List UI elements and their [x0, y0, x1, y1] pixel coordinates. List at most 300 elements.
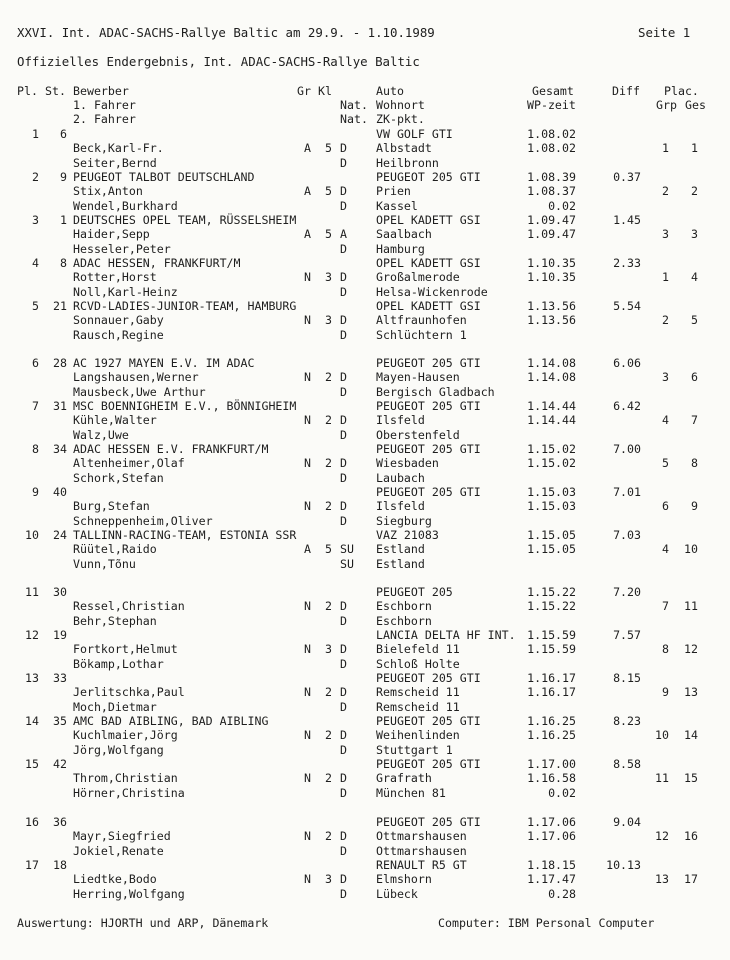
- document-subtitle: Offizielles Endergebnis, Int. ADAC-SACHS-Rallye Baltic: [17, 54, 420, 69]
- footer-evaluation: Auswertung: HJORTH und ARP, Dänemark: [17, 916, 269, 930]
- driver2-nationality: SU: [340, 556, 354, 571]
- car-model: PEUGEOT 205 GTI: [376, 714, 481, 728]
- stage-time: 1.14.44: [527, 413, 576, 428]
- car-model: VW GOLF GTI: [376, 127, 453, 141]
- group-placing: 11: [655, 771, 669, 786]
- result-row-entrant: [0, 485, 730, 499]
- driver2-name: Jörg,Wolfgang: [73, 742, 164, 757]
- total-time: 1.15.59: [527, 628, 576, 642]
- start-number: 1: [60, 213, 67, 227]
- driver2-nationality: D: [340, 699, 347, 714]
- time-difference: 6.06: [613, 356, 641, 370]
- driver1-nationality: D: [340, 141, 347, 156]
- result-row-driver2: [0, 700, 730, 714]
- overall-placing: 13: [684, 685, 698, 700]
- class: 2: [325, 771, 332, 786]
- class: 3: [325, 313, 332, 328]
- time-difference: 2.33: [613, 256, 641, 270]
- total-time: 1.14.44: [527, 399, 576, 413]
- class: 2: [325, 456, 332, 471]
- entrant-name: PEUGEOT TALBOT DEUTSCHLAND: [73, 170, 255, 184]
- class: 5: [325, 184, 332, 199]
- group: A: [304, 542, 311, 557]
- car-model: OPEL KADETT GSI: [376, 213, 481, 227]
- group-placing: 4: [662, 413, 669, 428]
- group-placing: 10: [655, 728, 669, 743]
- result-row-driver2: [0, 614, 730, 628]
- driver2-nationality: D: [340, 198, 347, 213]
- entrant-name: TALLINN-RACING-TEAM, ESTONIA SSR: [73, 528, 297, 542]
- group-placing: 13: [655, 872, 669, 887]
- stage-time: 1.08.02: [527, 141, 576, 156]
- result-row-driver1: [0, 872, 730, 886]
- group: N: [304, 685, 311, 700]
- car-model: PEUGEOT 205 GTI: [376, 170, 481, 184]
- class: 2: [325, 499, 332, 514]
- driver2-nationality: D: [340, 427, 347, 442]
- group: N: [304, 456, 311, 471]
- driver1-nationality: D: [340, 184, 347, 199]
- overall-placing: 1: [691, 141, 698, 156]
- overall-placing: 7: [691, 413, 698, 428]
- start-number: 34: [53, 442, 67, 456]
- group-placing: 3: [662, 227, 669, 242]
- entrant-name: ADAC HESSEN, FRANKFURT/M: [73, 256, 241, 270]
- result-row-entrant: [0, 757, 730, 771]
- driver2-hometown: Bergisch Gladbach: [376, 384, 495, 399]
- group: N: [304, 413, 311, 428]
- overall-placing: 9: [691, 499, 698, 514]
- driver2-nationality: D: [340, 785, 347, 800]
- stage-time: 1.10.35: [527, 270, 576, 285]
- stage-time: 1.17.47: [527, 872, 576, 887]
- driver2-name: Vunn,Tõnu: [73, 556, 136, 571]
- driver2-hometown: Lübeck: [376, 886, 418, 901]
- total-time: 1.15.03: [527, 485, 576, 499]
- col-gr: Gr: [297, 84, 311, 98]
- class: 5: [325, 227, 332, 242]
- class: 2: [325, 370, 332, 385]
- driver2-nationality: D: [340, 155, 347, 170]
- result-row-driver2: [0, 514, 730, 528]
- class: 2: [325, 413, 332, 428]
- column-header-row-1: [0, 84, 730, 98]
- group: N: [304, 313, 311, 328]
- result-row-driver2: [0, 471, 730, 485]
- total-time: 1.10.35: [527, 256, 576, 270]
- result-row-entrant: [0, 170, 730, 184]
- driver2-nationality: D: [340, 513, 347, 528]
- driver1-nationality: D: [340, 829, 347, 844]
- driver1-name: Ressel,Christian: [73, 599, 185, 614]
- time-difference: 5.54: [613, 299, 641, 313]
- driver1-hometown: Weihenlinden: [376, 728, 460, 743]
- document-header: [0, 26, 730, 40]
- result-row-entrant: [0, 714, 730, 728]
- overall-placing: 6: [691, 370, 698, 385]
- col-grp: Grp: [656, 98, 677, 112]
- driver1-name: Burg,Stefan: [73, 499, 150, 514]
- overall-placing: 4: [691, 270, 698, 285]
- result-row-driver2: [0, 328, 730, 342]
- place-number: 2: [32, 170, 39, 184]
- col-kl: Kl: [318, 84, 332, 98]
- result-row-driver2: [0, 844, 730, 858]
- overall-placing: 14: [684, 728, 698, 743]
- driver2-hometown: Eschborn: [376, 613, 432, 628]
- result-row-driver1: [0, 141, 730, 155]
- stage-time: 1.14.08: [527, 370, 576, 385]
- group: N: [304, 872, 311, 887]
- driver1-nationality: D: [340, 599, 347, 614]
- class: 5: [325, 542, 332, 557]
- time-control-penalty: 0.28: [548, 886, 576, 901]
- result-row-driver1: [0, 184, 730, 198]
- driver2-name: Schneppenheim,Oliver: [73, 513, 213, 528]
- driver2-hometown: Remscheid 11: [376, 699, 460, 714]
- place-number: 17: [25, 858, 39, 872]
- group-placing: 2: [662, 313, 669, 328]
- driver2-hometown: Kassel: [376, 198, 418, 213]
- driver1-hometown: Ilsfeld: [376, 413, 425, 428]
- start-number: 9: [60, 170, 67, 184]
- start-number: 30: [53, 585, 67, 599]
- col-diff: Diff: [612, 84, 640, 98]
- page-number: Seite 1: [638, 25, 691, 40]
- result-row-driver2: [0, 657, 730, 671]
- total-time: 1.09.47: [527, 213, 576, 227]
- car-model: PEUGEOT 205 GTI: [376, 356, 481, 370]
- stage-time: 1.15.05: [527, 542, 576, 557]
- stage-time: 1.15.22: [527, 599, 576, 614]
- result-row-entrant: [0, 815, 730, 829]
- group: N: [304, 270, 311, 285]
- col-fahrer2: 2. Fahrer: [73, 112, 136, 126]
- col-wpzeit: WP-zeit: [527, 98, 576, 112]
- driver1-hometown: Remscheid 11: [376, 685, 460, 700]
- start-number: 21: [53, 299, 67, 313]
- group-placing: 12: [655, 829, 669, 844]
- stage-time: 1.16.17: [527, 685, 576, 700]
- start-number: 36: [53, 815, 67, 829]
- group-placing: 6: [662, 499, 669, 514]
- col-bewerber: Bewerber: [73, 84, 129, 98]
- result-row-entrant: [0, 442, 730, 456]
- driver1-hometown: Saalbach: [376, 227, 432, 242]
- result-row-entrant: [0, 256, 730, 270]
- result-row-driver2: [0, 557, 730, 571]
- car-model: LANCIA DELTA HF INT.: [376, 628, 516, 642]
- driver2-hometown: München 81: [376, 785, 446, 800]
- stage-time: 1.16.25: [527, 728, 576, 743]
- total-time: 1.17.06: [527, 815, 576, 829]
- driver2-hometown: Schlüchtern 1: [376, 327, 467, 342]
- car-model: PEUGEOT 205 GTI: [376, 671, 481, 685]
- entrant-name: DEUTSCHES OPEL TEAM, RÜSSELSHEIM: [73, 213, 297, 227]
- entrant-name: AC 1927 MAYEN E.V. IM ADAC: [73, 356, 255, 370]
- driver2-hometown: Stuttgart 1: [376, 742, 453, 757]
- driver1-nationality: D: [340, 456, 347, 471]
- start-number: 18: [53, 858, 67, 872]
- driver1-nationality: D: [340, 685, 347, 700]
- start-number: 24: [53, 528, 67, 542]
- result-row-driver2: [0, 242, 730, 256]
- driver2-name: Schork,Stefan: [73, 470, 164, 485]
- stage-time: 1.15.59: [527, 642, 576, 657]
- result-row-driver1: [0, 227, 730, 241]
- document-footer: [0, 916, 730, 930]
- car-model: PEUGEOT 205 GTI: [376, 757, 481, 771]
- driver2-hometown: Laubach: [376, 470, 425, 485]
- result-row-entrant: [0, 585, 730, 599]
- group: N: [304, 642, 311, 657]
- group: N: [304, 499, 311, 514]
- driver1-name: Haider,Sepp: [73, 227, 150, 242]
- col-nat: Nat.: [340, 98, 368, 112]
- class: 3: [325, 270, 332, 285]
- driver1-nationality: D: [340, 370, 347, 385]
- result-row-driver1: [0, 313, 730, 327]
- result-row-driver2: [0, 385, 730, 399]
- result-row-driver2: [0, 199, 730, 213]
- driver1-name: Kühle,Walter: [73, 413, 157, 428]
- group-placing: 9: [662, 685, 669, 700]
- place-number: 12: [25, 628, 39, 642]
- driver2-nationality: D: [340, 843, 347, 858]
- place-number: 5: [32, 299, 39, 313]
- driver2-nationality: D: [340, 656, 347, 671]
- group-placing: 2: [662, 184, 669, 199]
- group: A: [304, 227, 311, 242]
- driver2-name: Jokiel,Renate: [73, 843, 164, 858]
- car-model: PEUGEOT 205 GTI: [376, 399, 481, 413]
- group-placing: 5: [662, 456, 669, 471]
- driver1-name: Jerlitschka,Paul: [73, 685, 185, 700]
- driver1-hometown: Ottmarshausen: [376, 829, 467, 844]
- driver1-name: Mayr,Siegfried: [73, 829, 171, 844]
- entrant-name: ADAC HESSEN E.V. FRANKFURT/M: [73, 442, 269, 456]
- result-row-driver2: [0, 156, 730, 170]
- class: 3: [325, 642, 332, 657]
- driver1-name: Fortkort,Helmut: [73, 642, 178, 657]
- group-placing: 8: [662, 642, 669, 657]
- total-time: 1.18.15: [527, 858, 576, 872]
- col-st: St.: [45, 84, 66, 98]
- group-placing: 4: [662, 542, 669, 557]
- driver1-hometown: Ilsfeld: [376, 499, 425, 514]
- driver2-name: Hesseler,Peter: [73, 241, 171, 256]
- result-row-driver1: [0, 829, 730, 843]
- start-number: 40: [53, 485, 67, 499]
- place-number: 16: [25, 815, 39, 829]
- result-row-driver1: [0, 685, 730, 699]
- col-fahrer1: 1. Fahrer: [73, 98, 136, 112]
- driver2-hometown: Estland: [376, 556, 425, 571]
- result-row-driver2: [0, 428, 730, 442]
- class: 2: [325, 685, 332, 700]
- time-difference: 9.04: [613, 815, 641, 829]
- car-model: PEUGEOT 205 GTI: [376, 815, 481, 829]
- driver2-name: Bökamp,Lothar: [73, 656, 164, 671]
- time-difference: 10.13: [606, 858, 641, 872]
- col-wohnort: Wohnort: [376, 98, 425, 112]
- time-difference: 7.57: [613, 628, 641, 642]
- overall-placing: 12: [684, 642, 698, 657]
- result-row-driver1: [0, 771, 730, 785]
- result-row-entrant: [0, 356, 730, 370]
- time-difference: 7.20: [613, 585, 641, 599]
- driver1-name: Kuchlmaier,Jörg: [73, 728, 178, 743]
- result-row-driver1: [0, 270, 730, 284]
- result-row-driver2: [0, 285, 730, 299]
- document-subtitle-line: [0, 55, 730, 69]
- col-zkpkt: ZK-pkt.: [376, 112, 425, 126]
- driver1-hometown: Albstadt: [376, 141, 432, 156]
- result-row-entrant: [0, 399, 730, 413]
- entrant-name: MSC BOENNIGHEIM E.V., BÖNNIGHEIM: [73, 399, 297, 413]
- total-time: 1.15.22: [527, 585, 576, 599]
- driver2-name: Seiter,Bernd: [73, 155, 157, 170]
- group: A: [304, 184, 311, 199]
- start-number: 19: [53, 628, 67, 642]
- driver1-nationality: D: [340, 642, 347, 657]
- result-row-entrant: [0, 528, 730, 542]
- class: 3: [325, 872, 332, 887]
- footer-computer: Computer: IBM Personal Computer: [438, 916, 655, 930]
- driver1-name: Langshausen,Werner: [73, 370, 199, 385]
- group-placing: 1: [662, 270, 669, 285]
- time-difference: 0.37: [613, 170, 641, 184]
- driver2-hometown: Schloß Holte: [376, 656, 460, 671]
- start-number: 28: [53, 356, 67, 370]
- start-number: 31: [53, 399, 67, 413]
- driver2-nationality: D: [340, 613, 347, 628]
- driver1-hometown: Altfraunhofen: [376, 313, 467, 328]
- driver1-nationality: SU: [340, 542, 354, 557]
- driver1-nationality: D: [340, 728, 347, 743]
- driver2-nationality: D: [340, 384, 347, 399]
- driver1-hometown: Estland: [376, 542, 425, 557]
- overall-placing: 11: [684, 599, 698, 614]
- time-difference: 8.23: [613, 714, 641, 728]
- driver1-name: Rüütel,Raido: [73, 542, 157, 557]
- driver1-name: Beck,Karl-Fr.: [73, 141, 164, 156]
- time-difference: 7.03: [613, 528, 641, 542]
- place-number: 1: [32, 127, 39, 141]
- result-row-entrant: [0, 858, 730, 872]
- driver2-nationality: D: [340, 284, 347, 299]
- overall-placing: 15: [684, 771, 698, 786]
- stage-time: 1.08.37: [527, 184, 576, 199]
- time-control-penalty: 0.02: [548, 198, 576, 213]
- driver1-nationality: D: [340, 872, 347, 887]
- driver1-hometown: Eschborn: [376, 599, 432, 614]
- driver2-nationality: D: [340, 886, 347, 901]
- driver1-hometown: Elmshorn: [376, 872, 432, 887]
- total-time: 1.15.05: [527, 528, 576, 542]
- result-row-driver1: [0, 728, 730, 742]
- result-row-driver2: [0, 786, 730, 800]
- place-number: 14: [25, 714, 39, 728]
- start-number: 33: [53, 671, 67, 685]
- driver2-name: Herring,Wolfgang: [73, 886, 185, 901]
- group: N: [304, 829, 311, 844]
- document-title: XXVI. Int. ADAC-SACHS-Rallye Baltic am 29.9. - 1.10.1989: [17, 25, 435, 40]
- total-time: 1.14.08: [527, 356, 576, 370]
- car-model: OPEL KADETT GSI: [376, 256, 481, 270]
- driver2-name: Hörner,Christina: [73, 785, 185, 800]
- driver1-hometown: Großalmerode: [376, 270, 460, 285]
- start-number: 6: [60, 127, 67, 141]
- overall-placing: 16: [684, 829, 698, 844]
- driver1-name: Rotter,Horst: [73, 270, 157, 285]
- stage-time: 1.17.06: [527, 829, 576, 844]
- driver2-nationality: D: [340, 327, 347, 342]
- result-row-driver2: [0, 743, 730, 757]
- driver1-name: Sonnauer,Gaby: [73, 313, 164, 328]
- place-number: 3: [32, 213, 39, 227]
- result-row-entrant: [0, 671, 730, 685]
- group-placing: 7: [662, 599, 669, 614]
- driver2-hometown: Oberstenfeld: [376, 427, 460, 442]
- place-number: 10: [25, 528, 39, 542]
- place-number: 4: [32, 256, 39, 270]
- group: N: [304, 599, 311, 614]
- result-row-driver1: [0, 456, 730, 470]
- driver1-hometown: Prien: [376, 184, 411, 199]
- stage-time: 1.09.47: [527, 227, 576, 242]
- result-row-entrant: [0, 628, 730, 642]
- car-model: VAZ 21083: [376, 528, 439, 542]
- stage-time: 1.16.58: [527, 771, 576, 786]
- col-pl: Pl.: [17, 84, 38, 98]
- result-row-entrant: [0, 213, 730, 227]
- overall-placing: 10: [684, 542, 698, 557]
- time-control-penalty: 0.02: [548, 785, 576, 800]
- group-placing: 1: [662, 141, 669, 156]
- col-plac: Plac.: [664, 84, 699, 98]
- result-row-driver1: [0, 599, 730, 613]
- overall-placing: 8: [691, 456, 698, 471]
- place-number: 8: [32, 442, 39, 456]
- result-row-entrant: [0, 299, 730, 313]
- driver2-name: Moch,Dietmar: [73, 699, 157, 714]
- overall-placing: 5: [691, 313, 698, 328]
- driver1-hometown: Mayen-Hausen: [376, 370, 460, 385]
- driver2-hometown: Ottmarshausen: [376, 843, 467, 858]
- result-row-driver1: [0, 413, 730, 427]
- driver1-nationality: D: [340, 499, 347, 514]
- group: A: [304, 141, 311, 156]
- col-ges: Ges: [685, 98, 706, 112]
- result-row-entrant: [0, 127, 730, 141]
- driver2-nationality: D: [340, 742, 347, 757]
- overall-placing: 3: [691, 227, 698, 242]
- col-auto: Auto: [376, 84, 404, 98]
- driver1-name: Throm,Christian: [73, 771, 178, 786]
- total-time: 1.13.56: [527, 299, 576, 313]
- driver2-name: Wendel,Burkhard: [73, 198, 178, 213]
- driver2-name: Mausbeck,Uwe Arthur: [73, 384, 206, 399]
- time-difference: 7.01: [613, 485, 641, 499]
- place-number: 15: [25, 757, 39, 771]
- driver2-name: Walz,Uwe: [73, 427, 129, 442]
- driver2-name: Noll,Karl-Heinz: [73, 284, 178, 299]
- driver2-name: Behr,Stephan: [73, 613, 157, 628]
- class: 2: [325, 829, 332, 844]
- class: 2: [325, 599, 332, 614]
- class: 2: [325, 728, 332, 743]
